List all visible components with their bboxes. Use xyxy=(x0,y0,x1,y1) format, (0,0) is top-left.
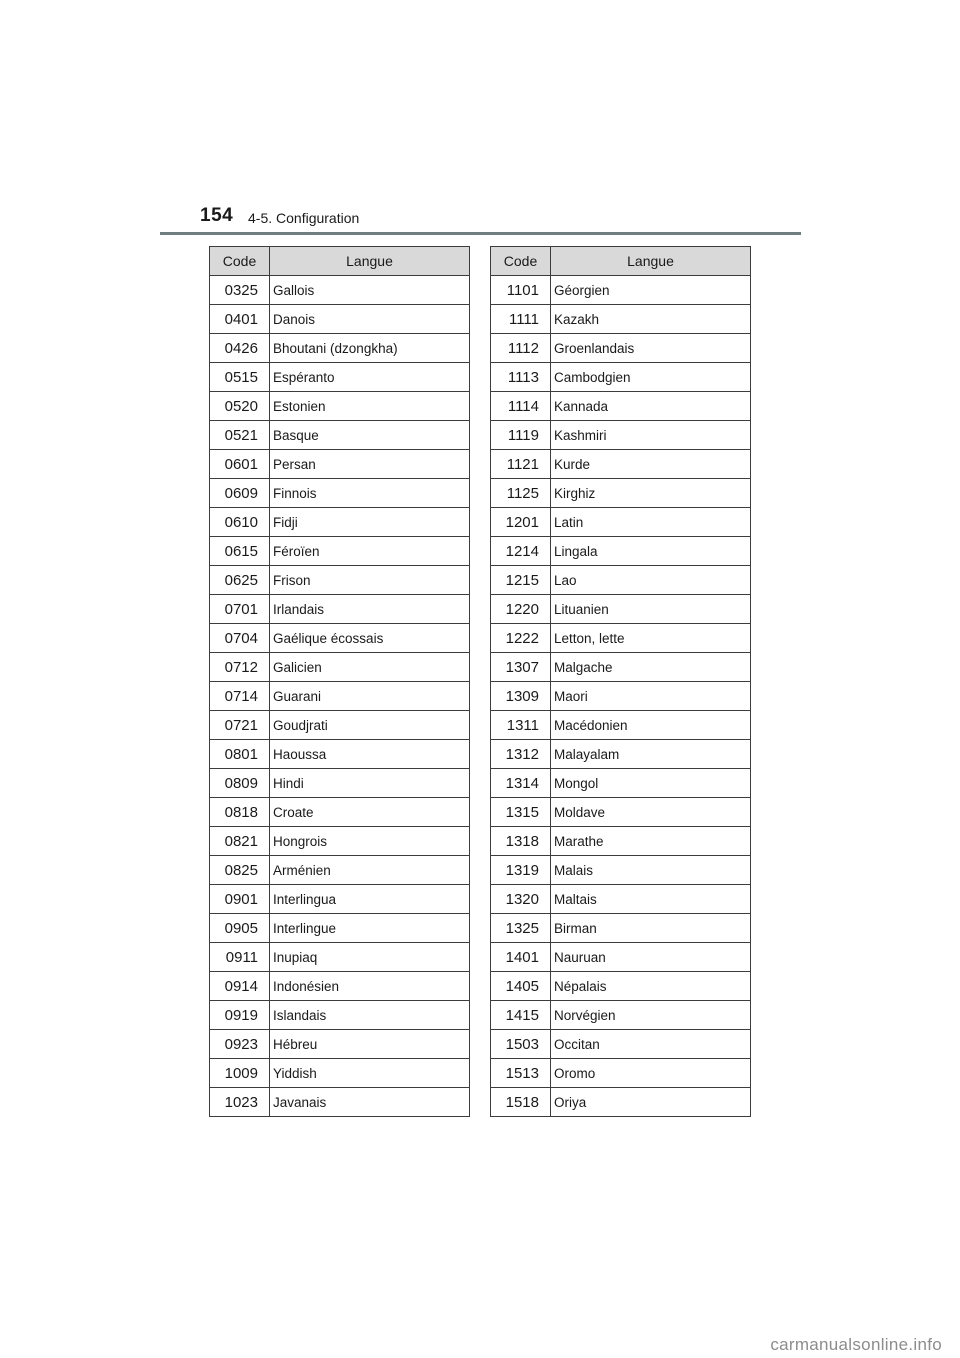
table-row xyxy=(210,885,470,914)
language-name-cell: Galicien xyxy=(270,653,470,682)
language-code-cell: 1320 xyxy=(491,885,551,914)
language-name-cell: Basque xyxy=(270,421,470,450)
language-name-cell: Kirghiz xyxy=(551,479,751,508)
language-name-cell: Hongrois xyxy=(270,827,470,856)
table-row xyxy=(491,682,751,711)
code-column-header: Code xyxy=(491,247,551,276)
table-row xyxy=(491,566,751,595)
language-name-cell: Letton, lette xyxy=(551,624,751,653)
table-row xyxy=(491,392,751,421)
language-name-cell: Oriya xyxy=(551,1088,751,1117)
table-row xyxy=(210,943,470,972)
language-name-cell: Marathe xyxy=(551,827,751,856)
language-code-cell: 0914 xyxy=(210,972,270,1001)
language-code-cell: 1503 xyxy=(491,1030,551,1059)
language-code-cell: 0905 xyxy=(210,914,270,943)
table-row xyxy=(491,421,751,450)
language-name-cell: Lituanien xyxy=(551,595,751,624)
language-name-cell: Oromo xyxy=(551,1059,751,1088)
language-code-cell: 0704 xyxy=(210,624,270,653)
language-code-cell: 1220 xyxy=(491,595,551,624)
language-name-cell: Malais xyxy=(551,856,751,885)
table-row xyxy=(491,334,751,363)
language-code-cell: 0601 xyxy=(210,450,270,479)
language-name-cell: Inupiaq xyxy=(270,943,470,972)
table-row xyxy=(491,740,751,769)
language-code-cell: 1312 xyxy=(491,740,551,769)
language-code-cell: 1125 xyxy=(491,479,551,508)
table-row xyxy=(491,1030,751,1059)
language-code-cell: 1318 xyxy=(491,827,551,856)
language-name-cell: Espéranto xyxy=(270,363,470,392)
language-code-cell: 1101 xyxy=(491,276,551,305)
table-row xyxy=(210,711,470,740)
language-name-cell: Groenlandais xyxy=(551,334,751,363)
language-code-cell: 1401 xyxy=(491,943,551,972)
language-code-cell: 0615 xyxy=(210,537,270,566)
language-name-cell: Bhoutani (dzongkha) xyxy=(270,334,470,363)
language-code-cell: 1113 xyxy=(491,363,551,392)
language-name-cell: Yiddish xyxy=(270,1059,470,1088)
table-row xyxy=(210,1059,470,1088)
table-row xyxy=(491,276,751,305)
language-name-cell: Croate xyxy=(270,798,470,827)
table-row xyxy=(210,1001,470,1030)
language-code-cell: 0515 xyxy=(210,363,270,392)
language-name-cell: Macédonien xyxy=(551,711,751,740)
table-row xyxy=(210,363,470,392)
language-code-cell: 1023 xyxy=(210,1088,270,1117)
language-code-cell: 0919 xyxy=(210,1001,270,1030)
language-name-cell: Féroïen xyxy=(270,537,470,566)
language-name-cell: Gallois xyxy=(270,276,470,305)
language-name-cell: Népalais xyxy=(551,972,751,1001)
table-row xyxy=(491,827,751,856)
language-column-header: Langue xyxy=(551,247,751,276)
language-code-cell: 1311 xyxy=(491,711,551,740)
table-row xyxy=(210,305,470,334)
language-code-cell: 1309 xyxy=(491,682,551,711)
language-name-cell: Javanais xyxy=(270,1088,470,1117)
language-name-cell: Haoussa xyxy=(270,740,470,769)
table-row xyxy=(491,508,751,537)
table-row xyxy=(491,798,751,827)
table-row xyxy=(491,479,751,508)
language-code-cell: 1405 xyxy=(491,972,551,1001)
language-name-cell: Danois xyxy=(270,305,470,334)
language-name-cell: Kurde xyxy=(551,450,751,479)
language-code-cell: 1111 xyxy=(491,305,551,334)
language-code-cell: 0325 xyxy=(210,276,270,305)
table-row xyxy=(491,943,751,972)
language-name-cell: Moldave xyxy=(551,798,751,827)
language-code-cell: 1214 xyxy=(491,537,551,566)
language-name-cell: Fidji xyxy=(270,508,470,537)
language-name-cell: Latin xyxy=(551,508,751,537)
table-row xyxy=(491,363,751,392)
table-row xyxy=(210,276,470,305)
language-code-cell: 0701 xyxy=(210,595,270,624)
table-row xyxy=(210,1030,470,1059)
table-row xyxy=(210,914,470,943)
language-name-cell: Finnois xyxy=(270,479,470,508)
language-name-cell: Maori xyxy=(551,682,751,711)
table-row xyxy=(491,856,751,885)
language-code-cell: 0809 xyxy=(210,769,270,798)
table-row xyxy=(210,972,470,1001)
language-name-cell: Malgache xyxy=(551,653,751,682)
table-row xyxy=(210,334,470,363)
language-name-cell: Nauruan xyxy=(551,943,751,972)
language-name-cell: Lingala xyxy=(551,537,751,566)
language-name-cell: Kazakh xyxy=(551,305,751,334)
language-code-cell: 0712 xyxy=(210,653,270,682)
language-code-cell: 1315 xyxy=(491,798,551,827)
language-code-cell: 0801 xyxy=(210,740,270,769)
language-name-cell: Persan xyxy=(270,450,470,479)
code-column-header: Code xyxy=(210,247,270,276)
language-name-cell: Interlingua xyxy=(270,885,470,914)
table-row xyxy=(210,450,470,479)
table-row xyxy=(210,421,470,450)
table-row xyxy=(210,769,470,798)
language-name-cell: Mongol xyxy=(551,769,751,798)
language-code-cell: 0901 xyxy=(210,885,270,914)
table-row xyxy=(491,653,751,682)
language-name-cell: Estonien xyxy=(270,392,470,421)
table-row xyxy=(491,769,751,798)
language-name-cell: Occitan xyxy=(551,1030,751,1059)
language-code-cell: 1121 xyxy=(491,450,551,479)
table-row xyxy=(491,305,751,334)
table-row xyxy=(210,624,470,653)
language-name-cell: Gaélique écossais xyxy=(270,624,470,653)
table-row xyxy=(210,682,470,711)
language-name-cell: Frison xyxy=(270,566,470,595)
language-code-cell: 1513 xyxy=(491,1059,551,1088)
language-code-cell: 0911 xyxy=(210,943,270,972)
language-name-cell: Géorgien xyxy=(551,276,751,305)
table-row xyxy=(210,566,470,595)
table-row xyxy=(210,479,470,508)
language-name-cell: Hébreu xyxy=(270,1030,470,1059)
language-name-cell: Hindi xyxy=(270,769,470,798)
language-name-cell: Guarani xyxy=(270,682,470,711)
language-code-cell: 0521 xyxy=(210,421,270,450)
table-row xyxy=(491,711,751,740)
table-body xyxy=(210,276,470,1117)
language-name-cell: Irlandais xyxy=(270,595,470,624)
language-code-cell: 1319 xyxy=(491,856,551,885)
language-name-cell: Birman xyxy=(551,914,751,943)
table-row xyxy=(491,972,751,1001)
header-divider xyxy=(160,232,801,235)
language-code-cell: 0721 xyxy=(210,711,270,740)
language-code-cell: 0625 xyxy=(210,566,270,595)
table-row xyxy=(491,1059,751,1088)
table-row xyxy=(210,798,470,827)
language-code-cell: 1325 xyxy=(491,914,551,943)
language-code-cell: 0818 xyxy=(210,798,270,827)
language-code-table-right xyxy=(490,246,751,1117)
table-row xyxy=(491,595,751,624)
language-code-cell: 0609 xyxy=(210,479,270,508)
language-code-cell: 0520 xyxy=(210,392,270,421)
language-code-table-left xyxy=(209,246,470,1117)
language-name-cell: Goudjrati xyxy=(270,711,470,740)
language-code-cell: 0821 xyxy=(210,827,270,856)
language-code-cell: 0401 xyxy=(210,305,270,334)
language-code-cell: 1222 xyxy=(491,624,551,653)
language-name-cell: Arménien xyxy=(270,856,470,885)
section-title: 4-5. Configuration xyxy=(248,210,360,226)
table-row xyxy=(491,914,751,943)
language-code-cell: 1009 xyxy=(210,1059,270,1088)
language-code-cell: 1119 xyxy=(491,421,551,450)
language-name-cell: Cambodgien xyxy=(551,363,751,392)
language-name-cell: Maltais xyxy=(551,885,751,914)
language-name-cell: Malayalam xyxy=(551,740,751,769)
table-row xyxy=(210,653,470,682)
language-code-cell: 1314 xyxy=(491,769,551,798)
table-row xyxy=(210,537,470,566)
table-row xyxy=(210,595,470,624)
table-header-row xyxy=(491,247,751,276)
language-code-cell: 1201 xyxy=(491,508,551,537)
language-code-cell: 1518 xyxy=(491,1088,551,1117)
language-code-cell: 1415 xyxy=(491,1001,551,1030)
table-row xyxy=(210,508,470,537)
table-row xyxy=(491,624,751,653)
table-body xyxy=(491,276,751,1117)
language-name-cell: Indonésien xyxy=(270,972,470,1001)
table-row xyxy=(210,856,470,885)
language-code-cell: 0426 xyxy=(210,334,270,363)
language-code-cell: 0714 xyxy=(210,682,270,711)
language-code-cell: 1215 xyxy=(491,566,551,595)
watermark: carmanualsonline.info xyxy=(770,1335,942,1354)
language-name-cell: Islandais xyxy=(270,1001,470,1030)
table-row xyxy=(210,740,470,769)
language-code-cell: 1114 xyxy=(491,392,551,421)
table-header-row xyxy=(210,247,470,276)
table-row xyxy=(210,392,470,421)
language-name-cell: Lao xyxy=(551,566,751,595)
language-name-cell: Kashmiri xyxy=(551,421,751,450)
table-row xyxy=(491,450,751,479)
table-row xyxy=(491,1001,751,1030)
page-number: 154 xyxy=(200,205,234,226)
table-row xyxy=(491,885,751,914)
language-code-cell: 0610 xyxy=(210,508,270,537)
language-code-cell: 0923 xyxy=(210,1030,270,1059)
language-column-header: Langue xyxy=(270,247,470,276)
language-code-cell: 1307 xyxy=(491,653,551,682)
language-name-cell: Interlingue xyxy=(270,914,470,943)
table-row xyxy=(210,827,470,856)
language-code-cell: 1112 xyxy=(491,334,551,363)
language-name-cell: Kannada xyxy=(551,392,751,421)
language-name-cell: Norvégien xyxy=(551,1001,751,1030)
table-row xyxy=(210,1088,470,1117)
table-row xyxy=(491,1088,751,1117)
table-row xyxy=(491,537,751,566)
language-code-cell: 0825 xyxy=(210,856,270,885)
